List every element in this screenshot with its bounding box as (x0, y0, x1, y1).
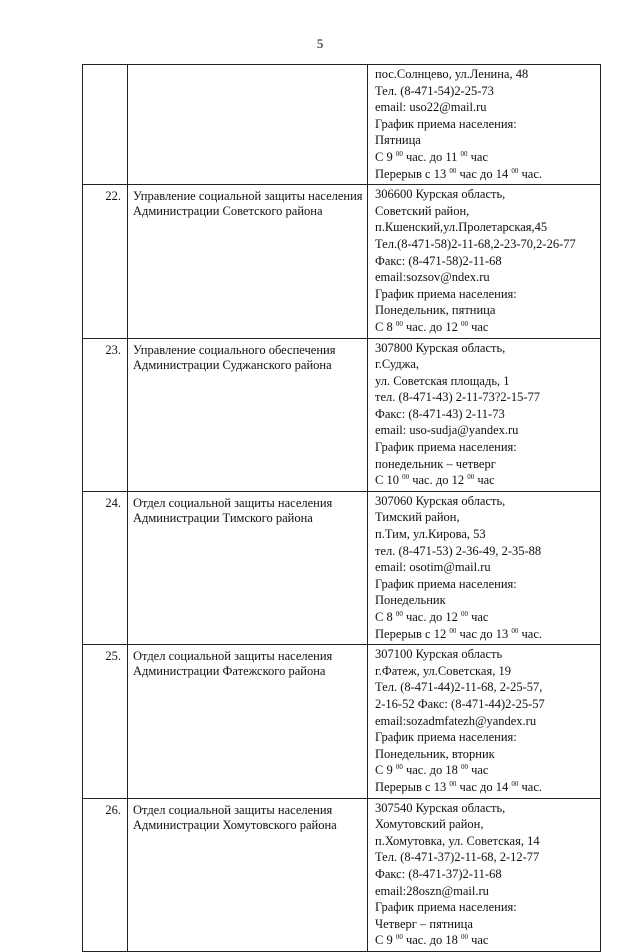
organization-name: Отдел социальной защиты населения Администрации Тимского района (128, 491, 368, 644)
row-number: 25. (83, 645, 128, 798)
contact-line: С 8 $^{00}$ час. до 12 $^{00}$ час (375, 319, 489, 334)
row-number: 24. (83, 491, 128, 644)
contact-line: Тел.(8-471-58)2-11-68,2-23-70,2-26-77 (375, 236, 576, 251)
contact-line: Тел. (8-471-37)2-11-68, 2-12-77 (375, 850, 540, 865)
table-row (83, 491, 601, 644)
contact-line: С 9 $^{00}$ час. до 18 $^{00}$ час (375, 763, 489, 778)
contact-line: email: uso-sudja@yandex.ru (375, 423, 519, 438)
contact-line: График приема населения: (375, 730, 517, 745)
organization-name: Управление социального обеспечения Администрации Суджанского района (128, 338, 368, 491)
offices-table (82, 64, 601, 952)
contact-line: Тел. (8-471-54)2-25-73 (375, 83, 494, 98)
contact-line: Советский район, (375, 203, 470, 218)
contact-line: Хомутовский район, (375, 817, 484, 832)
contact-line: Факс: (8-471-58)2-11-68 (375, 253, 502, 268)
contact-line: г.Фатеж, ул.Советская, 19 (375, 663, 511, 678)
row-number: 26. (83, 798, 128, 951)
contact-line: 306600 Курская область, (375, 187, 506, 202)
row-number: 22. (83, 185, 128, 338)
contact-line: Четверг – пятница (375, 916, 473, 931)
contact-line: Понедельник (375, 593, 446, 608)
contact-info (368, 185, 601, 338)
contact-line: График приема населения: (375, 116, 517, 131)
table-row (83, 798, 601, 951)
contact-line: тел. (8-471-43) 2-11-73?2-15-77 (375, 390, 541, 405)
table-row (83, 645, 601, 798)
contact-info (368, 645, 601, 798)
organization-name: Управление социальной защиты населения Администрации Советского района (128, 185, 368, 338)
contact-line: п.Хомутовка, ул. Советская, 14 (375, 833, 540, 848)
contact-line: График приема населения: (375, 440, 517, 455)
contact-line: email:sozadmfatezh@yandex.ru (375, 713, 537, 728)
contact-line: 307100 Курская область (375, 647, 503, 662)
organization-name: Отдел социальной защиты населения Администрации Хомутовского района (128, 798, 368, 951)
table-row (83, 185, 601, 338)
table-row (83, 338, 601, 491)
contact-info (368, 338, 601, 491)
contact-line: 307060 Курская область, (375, 493, 506, 508)
contact-line: Перерыв с 13 $^{00}$ час до 14 $^{00}$ час. (375, 779, 542, 794)
contact-line: С 9 $^{00}$ час. до 18 $^{00}$ час (375, 933, 489, 948)
contact-line: Пятница (375, 133, 421, 148)
contact-line: График приема населения: (375, 576, 517, 591)
contact-line: График приема населения: (375, 286, 517, 301)
contact-info (368, 491, 601, 644)
contact-line: email: osotim@mail.ru (375, 560, 491, 575)
contact-line: г.Суджа, (375, 357, 420, 372)
organization-name: Отдел социальной защиты населения Администрации Фатежского района (128, 645, 368, 798)
contact-line: 2-16-52 Факс: (8-471-44)2-25-57 (375, 696, 545, 711)
table-row (83, 65, 601, 185)
contact-line: email:sozsov@ndex.ru (375, 270, 490, 285)
row-number (83, 65, 128, 185)
contact-line: График приема населения: (375, 900, 517, 915)
contact-line: С 10 $^{00}$ час. до 12 $^{00}$ час (375, 473, 495, 488)
organization-name (128, 65, 368, 185)
contact-line: Факс: (8-471-37)2-11-68 (375, 866, 502, 881)
contact-line: пос.Солнцево, ул.Ленина, 48 (375, 67, 529, 81)
contact-line: email: uso22@mail.ru (375, 100, 487, 115)
contact-line: 307800 Курская область, (375, 340, 506, 355)
contact-line: п.Кшенский,ул.Пролетарская,45 (375, 220, 548, 235)
row-number: 23. (83, 338, 128, 491)
contact-info (368, 65, 601, 185)
contact-line: Понедельник, вторник (375, 746, 495, 761)
contact-line: Факс: (8-471-43) 2-11-73 (375, 406, 505, 421)
contact-line: тел. (8-471-53) 2-36-49, 2-35-88 (375, 543, 542, 558)
contact-line: Тел. (8-471-44)2-11-68, 2-25-57, (375, 680, 543, 695)
page-number: 5 (316, 36, 324, 51)
contact-info (368, 798, 601, 951)
contact-line: С 9 $^{00}$ час. до 11 $^{00}$ час (375, 149, 489, 164)
contact-line: понедельник – четверг (375, 456, 496, 471)
contact-line: п.Тим, ул.Кирова, 53 (375, 527, 486, 542)
contact-line: ул. Советская площадь, 1 (375, 373, 510, 388)
contact-line: Перерыв с 12 $^{00}$ час до 13 $^{00}$ час. (375, 626, 542, 641)
contact-line: email:28oszn@mail.ru (375, 883, 489, 898)
contact-line: 307540 Курская область, (375, 800, 506, 815)
contact-line: С 8 $^{00}$ час. до 12 $^{00}$ час (375, 610, 489, 624)
contact-line: Понедельник, пятница (375, 303, 496, 318)
contact-line: Перерыв с 13 $^{00}$ час до 14 $^{00}$ час. (375, 166, 542, 181)
table-body (83, 65, 601, 952)
contact-line: Тимский район, (375, 510, 460, 525)
